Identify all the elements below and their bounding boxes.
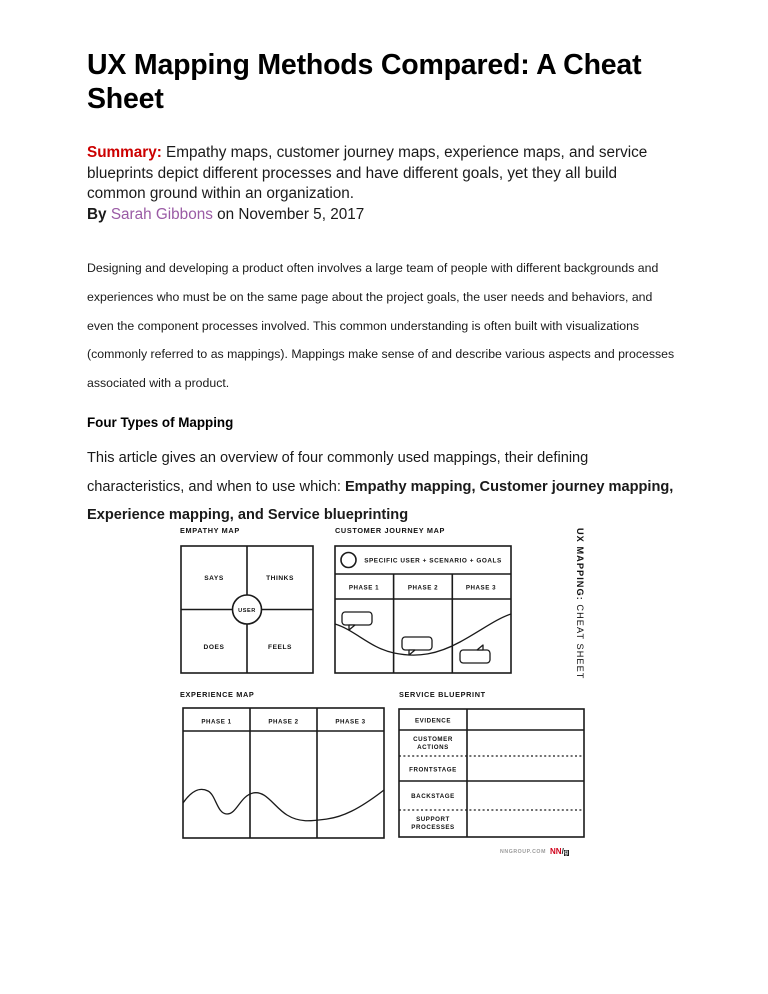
experience-map-frame	[183, 708, 384, 838]
blueprint-row-customer-actions-line1: CUSTOMER	[413, 736, 453, 743]
experience-map-label: EXPERIENCE MAP	[180, 690, 255, 699]
byline-prefix: By	[87, 206, 107, 224]
empathy-map-label: EMPATHY MAP	[180, 526, 240, 535]
section-heading: Four Types of Mapping	[87, 415, 234, 431]
logo-nn-text: NN	[550, 847, 562, 856]
empathy-quadrant-says: SAYS	[204, 575, 224, 582]
logo-g-text: g	[564, 850, 569, 856]
lead-plain-text: This article gives an overview of four commonly used mappings, their defining characteristics, and when to use which:	[87, 450, 589, 495]
byline	[87, 205, 681, 225]
cheat-sheet-diagram	[170, 518, 600, 868]
service-blueprint-label: SERVICE BLUEPRINT	[399, 690, 486, 699]
blueprint-row-customer-actions-line2: ACTIONS	[417, 744, 449, 751]
author-link[interactable]: Sarah Gibbons	[110, 206, 213, 224]
journey-bubble-3	[460, 645, 490, 663]
journey-phase-2: PHASE 2	[407, 584, 439, 592]
byline-date: on November 5, 2017	[212, 206, 365, 224]
blueprint-row-frontstage: FRONTSTAGE	[409, 766, 457, 774]
page-title: UX Mapping Methods Compared: A Cheat Sheet	[87, 49, 642, 116]
empathy-center-user: USER	[238, 608, 256, 614]
journey-bubble-1	[342, 612, 372, 630]
lead-bold-text: Empathy mapping, Customer journey mapping, Experience mapping, and Service blueprinting	[87, 478, 674, 524]
logo-slash-text: /	[561, 847, 564, 856]
blueprint-row-evidence: EVIDENCE	[414, 717, 452, 725]
summary-text: Empathy maps, customer journey maps, experience maps, and service blueprints depict different processes and have different goals, yet they all build common ground within an organization.	[87, 144, 648, 203]
ux-mapping-cheat-sheet-figure	[170, 518, 600, 868]
experience-phase-1: PHASE 1	[201, 718, 232, 726]
side-title-regular: CHEAT SHEET	[575, 600, 585, 680]
experience-journey-curve	[183, 789, 384, 820]
blueprint-row-support-line2: PROCESSES	[411, 824, 455, 831]
experience-phase-3: PHASE 3	[335, 718, 366, 726]
intro-paragraph: Designing and developing a product often involves a large team of people with different backgrounds and experiences who must be on the same page about the project goals, the user needs and behaviors, and even the component processes involved. This common understanding is often built with visualizations (commonly referred to as mappings). Mappings make sense of and describe various aspects and processes associated with a product.	[87, 260, 675, 391]
nngroup-logo	[550, 848, 569, 856]
credit-site-text: NNGROUP.COM	[500, 849, 546, 855]
blueprint-row-support-line1: SUPPORT	[416, 816, 450, 823]
journey-bubble-2	[402, 637, 432, 655]
customer-journey-map-label: CUSTOMER JOURNEY MAP	[335, 526, 446, 535]
experience-phase-2: PHASE 2	[268, 718, 299, 726]
empathy-quadrant-does: DOES	[203, 644, 225, 651]
journey-phase-3: PHASE 3	[465, 584, 497, 592]
empathy-quadrant-feels: FEELS	[268, 644, 292, 651]
article-summary	[87, 143, 679, 204]
empathy-quadrant-thinks: THINKS	[266, 575, 294, 582]
journey-user-circle-icon	[341, 553, 356, 568]
lead-paragraph	[87, 444, 677, 529]
article-content	[87, 48, 681, 544]
figure-credit	[500, 848, 569, 856]
blueprint-row-backstage: BACKSTAGE	[411, 793, 455, 800]
journey-phase-1: PHASE 1	[348, 584, 380, 592]
side-title-bold: UX MAPPING:	[575, 528, 585, 601]
journey-header-text: SPECIFIC USER + SCENARIO + GOALS	[364, 557, 502, 565]
summary-label: Summary:	[87, 144, 162, 162]
